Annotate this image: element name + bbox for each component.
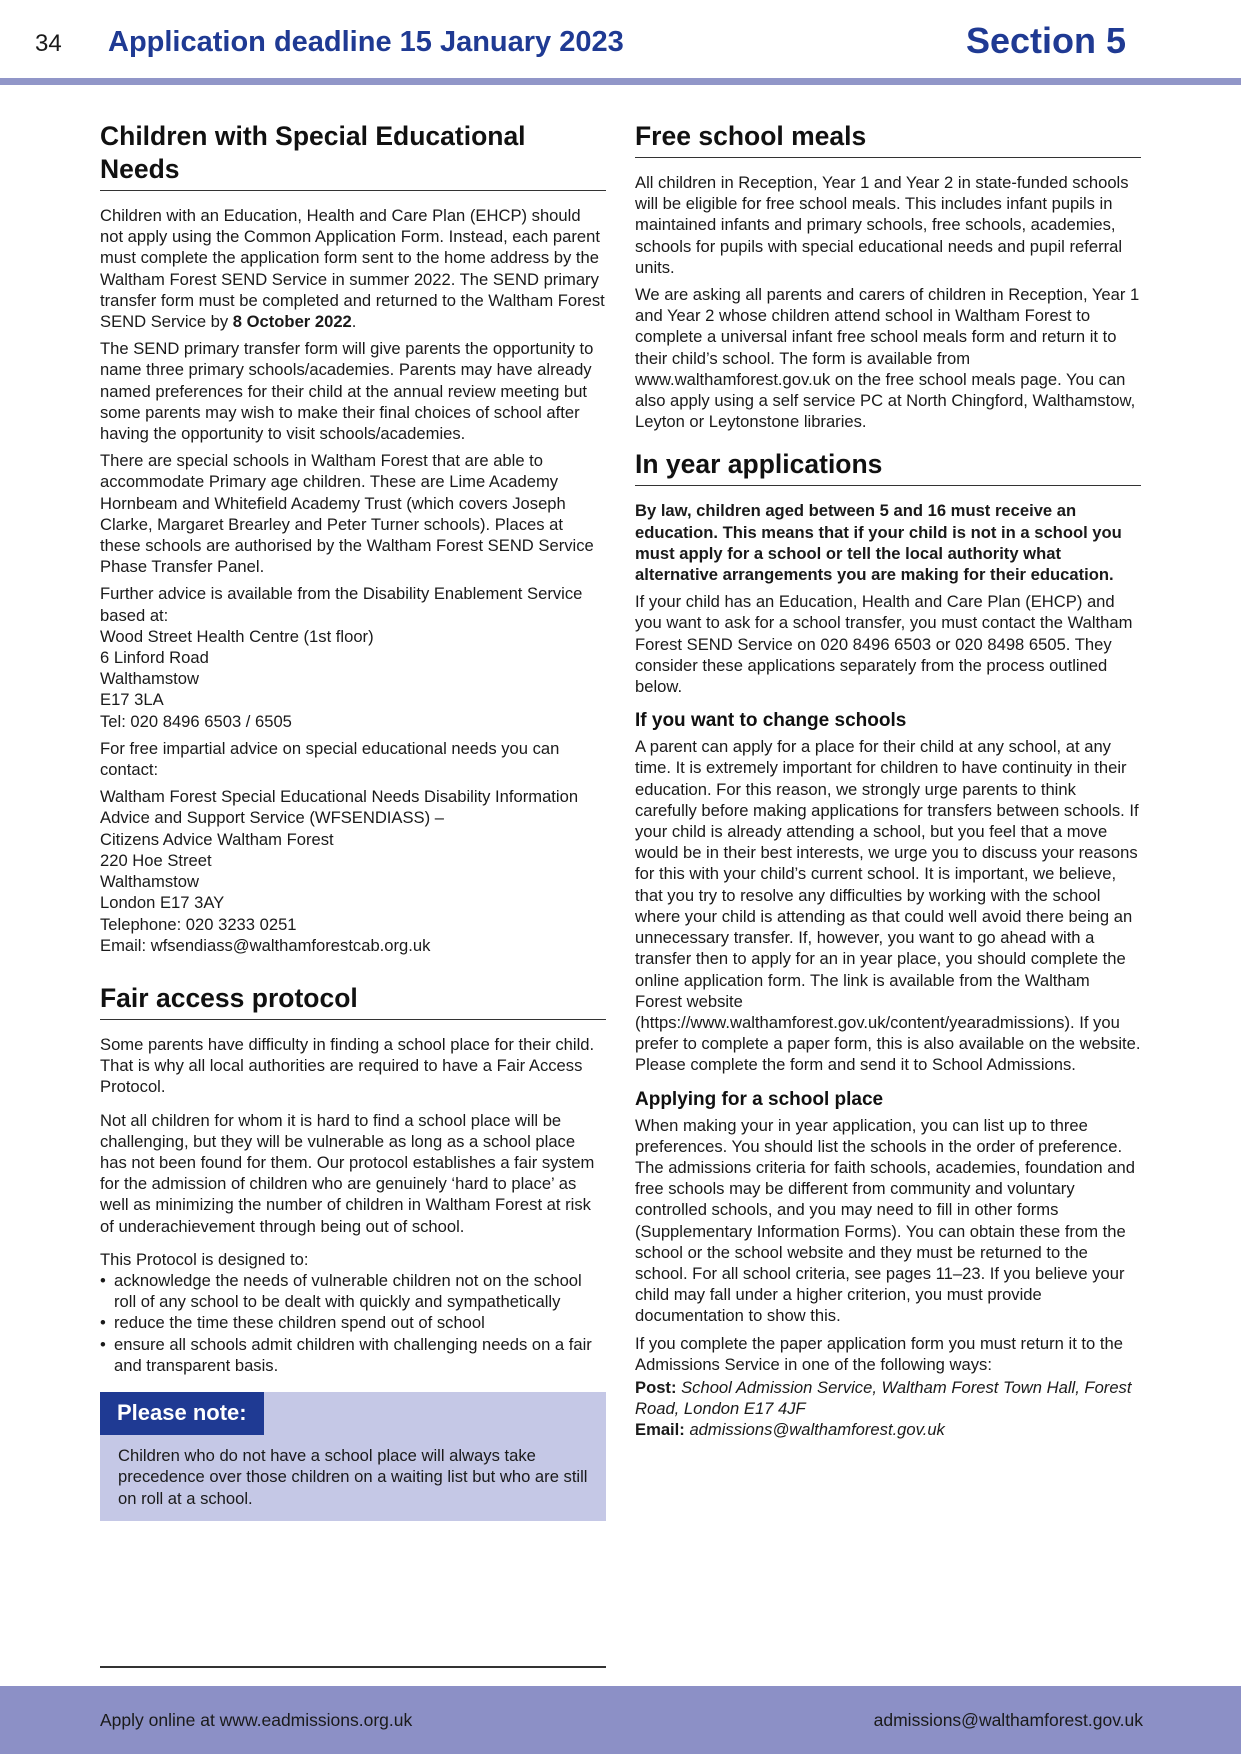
address-line: 220 Hoe Street <box>100 850 212 870</box>
fair-paragraph-2: Not all children for whom it is hard to find a school place will be challenging, but they will be vulnerable as long as a school place has not been found for them. Our protocol establishes a fair system for the admission of children who are genuinely ‘hard to place’ as well as minimizing the number of children in Waltham Forest at risk of underachievement through being out of school. <box>100 1110 595 1236</box>
fair-access-heading: Fair access protocol <box>100 982 606 1020</box>
fsm-paragraph-1: All children in Reception, Year 1 and Year 2 in state-funded schools will be eligible for free school meals. This includes infant pupils in maintained infants and primary schools, free schools, academies, schools for pupils with special educational needs and pupil referral units. <box>635 173 1129 277</box>
fair-paragraph-1: Some parents have difficulty in finding a school place for their child. That is why all local authorities are required to have a Fair Access Protocol. <box>100 1034 595 1097</box>
address-line: London E17 3AY <box>100 893 225 913</box>
email-label: Email: <box>635 1420 685 1440</box>
right-column <box>635 120 1141 1441</box>
disability-service-block <box>100 583 606 731</box>
in-year-heading: In year applications <box>635 448 1141 486</box>
please-note-body: Children who do not have a school place will always take precedence over those children on a waiting list but who are still on roll at a school. <box>118 1446 588 1508</box>
address-line: Citizens Advice Waltham Forest <box>100 829 334 849</box>
send-paragraph-3: There are special schools in Waltham Forest that are able to accommodate Primary age children. These are Lime Academy Hornbeam and Whitefield Academy Trust (which covers Joseph Clarke, Margaret Brearley and Peter Turner schools). Places at these schools are authorised by the Waltham Forest SEND Service Phase Transfer Panel. <box>100 451 594 577</box>
in-year-law-paragraph: By law, children aged between 5 and 16 must receive an education. This means that if your child is not in a school you must apply for a school or tell the local authority what alternative arrangements you are making for their education. <box>635 501 1122 585</box>
address-line: 6 Linford Road <box>100 648 209 668</box>
wfsendiass-contact-block <box>100 786 606 956</box>
footer-apply-online: Apply online at www.eadmissions.org.uk <box>100 1710 413 1730</box>
list-item: • ensure all schools admit children with challenging needs on a fair and transparent basis. <box>100 1334 606 1376</box>
send-paragraph-2: The SEND primary transfer form will give parents the opportunity to name three primary schools/academies. Parents may have already named preferences for their child at the annual review meeting but some parents may wish to make their final choices of school after having the opportunity to visit schools/academies. <box>100 339 594 444</box>
fair-paragraph-3: This Protocol is designed to: <box>100 1249 309 1269</box>
phone-line: Tel: 020 8496 6503 / 6505 <box>100 711 292 731</box>
list-item: • reduce the time these children spend out of school <box>100 1312 606 1333</box>
address-line: Walthamstow <box>100 872 199 892</box>
send-deadline-date: 8 October 2022 <box>232 312 352 332</box>
free-school-meals-heading: Free school meals <box>635 120 1141 158</box>
email-address: admissions@walthamforest.gov.uk <box>689 1420 945 1440</box>
email-line: Email: wfsendiass@walthamforestcab.org.uk <box>100 935 431 955</box>
page-footer <box>0 1686 1241 1754</box>
protocol-bullets <box>100 1270 606 1376</box>
send-paragraph-1: Children with an Education, Health and Care Plan (EHCP) should not apply using the Common Application Form. Instead, each parent must complete the application form sent to the home address by the Waltham Forest SEND Service in summer 2022. The SEND primary transfer form must be completed and returned to the Waltham Forest SEND Service by 8 October 2022. <box>100 206 605 332</box>
footer-email: admissions@walthamforest.gov.uk <box>873 1710 1143 1730</box>
address-line: E17 3LA <box>100 690 164 710</box>
deadline-title: Application deadline 15 January 2023 <box>108 26 624 58</box>
list-item: • acknowledge the needs of vulnerable children not on the school roll of any school to be dealt with quickly and sympathetically <box>100 1270 606 1312</box>
post-address: School Admission Service, Waltham Forest Town Hall, Forest Road, London E17 4JF <box>635 1377 1132 1419</box>
apply-school-place-heading: Applying for a school place <box>635 1088 884 1110</box>
section-label: Section 5 <box>965 20 1126 61</box>
apply-paragraph-1: When making your in year application, you can list up to three preferences. You should list the schools in the order of preference. The admissions criteria for faith schools, academies, foundation and free schools may be different from community and voluntary controlled schools, and you may need to fill in other forms (Supplementary Information Forms). You can obtain these from the school or the school website and they must be returned to the school. For all school criteria, see pages 11–23. If you believe your child may fall under a higher criterion, you must provide documentation to show this. <box>635 1115 1135 1326</box>
post-label: Post: <box>635 1377 677 1397</box>
send-heading: Children with Special Educational Needs <box>100 120 606 191</box>
header-rule <box>0 78 1241 85</box>
in-year-paragraph-1: If your child has an Education, Health and Care Plan (EHCP) and you want to ask for a school transfer, you must contact the Waltham Forest SEND Service on 020 8496 6503 or 020 8498 6505. They consider these applications separately from the process outlined below. <box>635 592 1133 697</box>
left-column <box>100 120 606 1521</box>
address-line: Waltham Forest Special Educational Needs Disability Information Advice and Support Service (WFSENDIASS) – <box>100 787 579 828</box>
phone-line: Telephone: 020 3233 0251 <box>100 914 297 934</box>
change-schools-heading: If you want to change schools <box>635 710 907 732</box>
address-line: Walthamstow <box>100 669 199 689</box>
apply-paragraph-2: If you complete the paper application form you must return it to the Admissions Service in one of the following ways: <box>635 1333 1123 1374</box>
disability-service-intro: Further advice is available from the Disability Enablement Service based at: <box>100 584 583 625</box>
please-note-title: Please note: <box>100 1392 264 1435</box>
page-number: 34 <box>35 30 62 57</box>
bottom-divider <box>100 1666 606 1668</box>
impartial-advice-intro: For free impartial advice on special educational needs you can contact: <box>100 738 560 780</box>
post-line <box>635 1377 1141 1419</box>
please-note-box <box>100 1392 606 1521</box>
address-line: Wood Street Health Centre (1st floor) <box>100 626 374 646</box>
change-schools-paragraph: A parent can apply for a place for their child at any school, at any time. It is extremely important for children to have continuity in their education. For this reason, we strongly urge parents to think carefully before making applications for transfers between schools. If your child is already attending a school, but you feel that a move would be in their best interests, we urge you to discuss your reasons for this with your child’s current school. It is important, we believe, that you try to resolve any difficulties by working with the school where your child is attending as that could well avoid there being an unnecessary transfer. If, however, you want to go ahead with a transfer then to apply for an in year place, you should complete the online application form. The link is available from the Waltham Forest website (https://www.walthamforest.gov.uk/content/yearadmissions). If you prefer to complete a paper form, this is also available on the website. Please complete the form and send it to School Admissions. <box>635 737 1141 1075</box>
email-line <box>635 1419 1141 1440</box>
page-header <box>0 0 1241 78</box>
fsm-paragraph-2: We are asking all parents and carers of children in Reception, Year 1 and Year 2 whose children attend school in Waltham Forest to complete a universal infant free school meals form and return it to their child’s school. The form is available from www.walthamforest.gov.uk on the free school meals page. You can also apply using a self service PC at North Chingford, Walthamstow, Leyton or Leytonstone libraries. <box>635 285 1140 432</box>
